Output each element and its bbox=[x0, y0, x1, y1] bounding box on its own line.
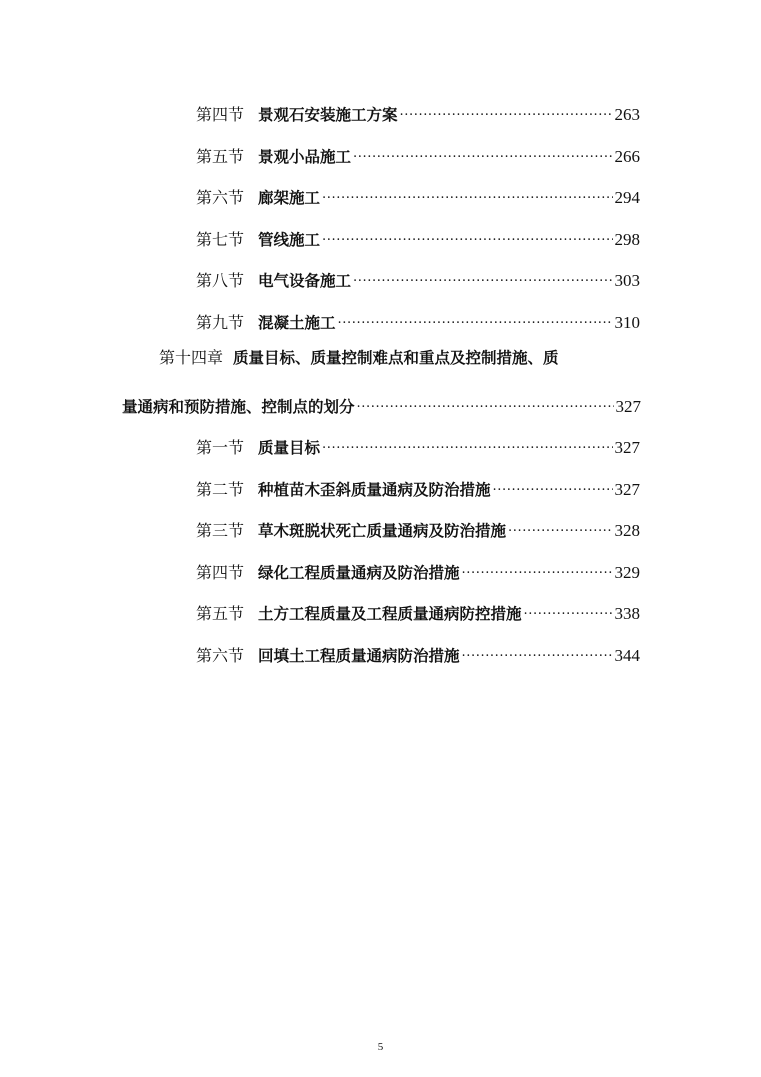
dot-leader bbox=[462, 554, 613, 578]
dot-leader bbox=[462, 637, 613, 661]
section-title: 管线施工 bbox=[258, 231, 321, 249]
chapter-title-part-1: 质量目标、质量控制难点和重点及控制措施、质 bbox=[233, 349, 559, 367]
page-number: 327 bbox=[615, 397, 641, 416]
section-title: 景观小品施工 bbox=[258, 148, 352, 166]
page-number: 294 bbox=[614, 188, 640, 207]
section-title: 廊架施工 bbox=[258, 189, 321, 207]
toc-entry[interactable] bbox=[196, 304, 640, 332]
toc-chapter-line-1[interactable] bbox=[159, 346, 641, 370]
page-number: 298 bbox=[614, 230, 640, 249]
section-title: 种植苗木歪斜质量通病及防治措施 bbox=[258, 481, 491, 499]
toc-entry[interactable] bbox=[196, 138, 640, 166]
toc-entry[interactable] bbox=[196, 221, 640, 249]
page-number: 327 bbox=[614, 438, 640, 457]
page-number: 327 bbox=[614, 480, 640, 499]
page-number: 310 bbox=[614, 313, 640, 332]
section-title: 混凝土施工 bbox=[258, 314, 336, 332]
section-number: 第三节 bbox=[196, 521, 245, 540]
section-number: 第一节 bbox=[196, 438, 245, 457]
toc-entry[interactable] bbox=[196, 637, 640, 665]
section-title: 草木斑脱状死亡质量通病及防治措施 bbox=[258, 522, 507, 540]
section-number: 第六节 bbox=[196, 188, 245, 207]
toc-entry[interactable] bbox=[196, 96, 640, 124]
page-number: 329 bbox=[614, 563, 640, 582]
page-number: 263 bbox=[614, 105, 640, 124]
section-number: 第六节 bbox=[196, 646, 245, 665]
section-number: 第九节 bbox=[196, 313, 245, 332]
toc-entry[interactable] bbox=[196, 471, 640, 499]
section-title: 绿化工程质量通病及防治措施 bbox=[258, 564, 460, 582]
page-number: 303 bbox=[614, 271, 640, 290]
section-number: 第四节 bbox=[196, 563, 245, 582]
toc-entry[interactable] bbox=[196, 262, 640, 290]
dot-leader bbox=[322, 221, 612, 245]
dot-leader bbox=[508, 512, 612, 536]
dot-leader bbox=[524, 595, 613, 619]
toc-entry[interactable] bbox=[196, 512, 640, 540]
section-number: 第四节 bbox=[196, 105, 245, 124]
dot-leader bbox=[353, 262, 612, 286]
page-number: 338 bbox=[614, 604, 640, 623]
section-title: 电气设备施工 bbox=[258, 272, 352, 290]
section-number: 第五节 bbox=[196, 147, 245, 166]
toc-entry[interactable] bbox=[196, 554, 640, 582]
dot-leader bbox=[357, 388, 614, 412]
toc-entry[interactable] bbox=[196, 429, 640, 457]
section-title: 景观石安装施工方案 bbox=[258, 106, 398, 124]
dot-leader bbox=[322, 179, 612, 203]
dot-leader bbox=[353, 138, 612, 162]
page-number: 344 bbox=[614, 646, 640, 665]
page-number: 328 bbox=[614, 521, 640, 540]
section-number: 第二节 bbox=[196, 480, 245, 499]
chapter-number: 第十四章 bbox=[159, 348, 224, 367]
dot-leader bbox=[493, 471, 613, 495]
section-title: 土方工程质量及工程质量通病防控措施 bbox=[258, 605, 522, 623]
toc-chapter-line-2[interactable] bbox=[122, 388, 641, 416]
toc-entry[interactable] bbox=[196, 179, 640, 207]
section-number: 第五节 bbox=[196, 604, 245, 623]
section-number: 第八节 bbox=[196, 271, 245, 290]
dot-leader bbox=[400, 96, 613, 120]
page-number: 266 bbox=[614, 147, 640, 166]
page-footer-number: 5 bbox=[377, 1041, 384, 1053]
dot-leader bbox=[338, 304, 613, 328]
chapter-title-part-2: 量通病和预防措施、控制点的划分 bbox=[122, 398, 355, 416]
section-number: 第七节 bbox=[196, 230, 245, 249]
section-title: 回填土工程质量通病防治措施 bbox=[258, 647, 460, 665]
section-title: 质量目标 bbox=[258, 439, 321, 457]
toc-entry[interactable] bbox=[196, 595, 640, 623]
dot-leader bbox=[322, 429, 612, 453]
